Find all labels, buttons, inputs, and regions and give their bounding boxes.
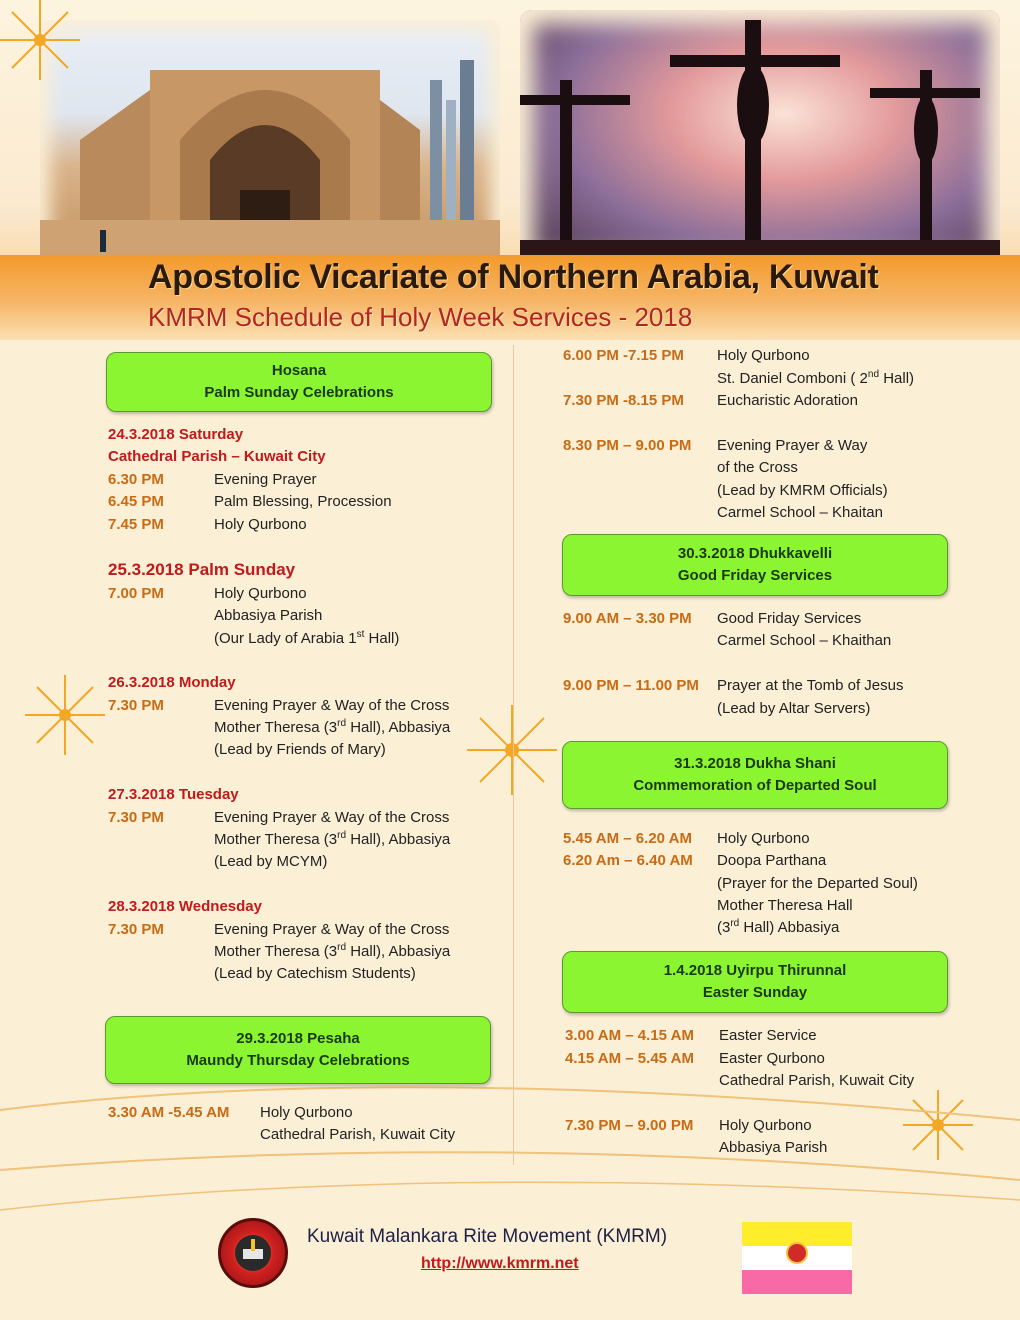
time-label: 9.00 PM – 11.00 PM (563, 677, 699, 694)
text-part: (Our Lady of Arabia 1 (214, 630, 357, 647)
event-label: Eucharistic Adoration (717, 392, 858, 409)
place-heading: Cathedral Parish – Kuwait City (108, 448, 326, 465)
event-label: (Prayer for the Departed Soul) (717, 875, 918, 892)
event-label: Carmel School – Khaitan (717, 504, 883, 521)
good-friday-header-box (562, 534, 948, 596)
box-line: 31.3.2018 Dukha Shani (674, 755, 836, 772)
easter-header-box (562, 951, 948, 1013)
text-part: (3 (717, 919, 731, 936)
time-label: 9.00 AM – 3.30 PM (563, 610, 692, 627)
time-label: 3.30 AM -5.45 AM (108, 1104, 230, 1121)
event-label: Holy Qurbono (214, 516, 307, 533)
event-label: Evening Prayer & Way of the Cross (214, 809, 450, 826)
text-part: Hall) (364, 630, 400, 647)
time-label: 6.45 PM (108, 493, 164, 510)
box-line: Maundy Thursday Celebrations (186, 1052, 410, 1069)
text-part: Mother Theresa (3 (214, 719, 338, 736)
flag-pink-stripe (742, 1270, 852, 1294)
text-part: Mother Theresa (3 (214, 831, 338, 848)
event-label: Holy Qurbono (717, 830, 810, 847)
three-crosses-illustration (520, 10, 1000, 270)
page-subtitle: KMRM Schedule of Holy Week Services - 2018 (148, 302, 693, 332)
text-part: Hall) (879, 370, 915, 387)
event-label: (Lead by MCYM) (214, 853, 328, 870)
event-label: Good Friday Services (717, 610, 862, 627)
sparkle-icon (0, 0, 90, 90)
event-label: Evening Prayer & Way (717, 437, 868, 454)
event-label (717, 917, 839, 939)
flag-white-stripe (742, 1246, 852, 1270)
event-label (214, 717, 450, 739)
event-label: Prayer at the Tomb of Jesus (717, 677, 904, 694)
event-label: Cathedral Parish, Kuwait City (719, 1072, 915, 1089)
event-label: of the Cross (717, 459, 798, 476)
date-heading: 25.3.2018 Palm Sunday (108, 560, 296, 579)
text-part: Hall), Abbasiya (346, 719, 451, 736)
page-title: Apostolic Vicariate of Northern Arabia, Kuwait (148, 258, 879, 296)
time-label: 7.30 PM (108, 921, 164, 938)
website-link[interactable]: http://www.kmrm.net (421, 1255, 579, 1272)
date-heading: 24.3.2018 Saturday (108, 426, 244, 443)
organization-name: Kuwait Malankara Rite Movement (KMRM) (307, 1226, 668, 1247)
text-part: St. Daniel Comboni ( 2 (717, 370, 868, 387)
date-heading: 26.3.2018 Monday (108, 674, 236, 691)
event-label: Holy Qurbono (260, 1104, 353, 1121)
event-label (717, 368, 914, 390)
superscript: rd (337, 942, 347, 953)
event-label: Doopa Parthana (717, 852, 827, 869)
box-line: 30.3.2018 Dhukkavelli (677, 545, 833, 562)
time-label: 6.00 PM -7.15 PM (563, 347, 684, 364)
superscript: st (356, 629, 365, 640)
time-label: 7.45 PM (108, 516, 164, 533)
event-label: Evening Prayer & Way of the Cross (214, 921, 450, 938)
superscript: rd (337, 830, 347, 841)
dukha-shani-header-box (562, 741, 948, 809)
kmrm-flag (742, 1222, 852, 1294)
event-label: (Lead by Catechism Students) (214, 965, 416, 982)
time-label: 3.00 AM – 4.15 AM (565, 1027, 694, 1044)
pesaha-header-box (105, 1016, 491, 1084)
column-divider (513, 345, 514, 1165)
event-label: Holy Qurbono (719, 1117, 812, 1134)
time-label: 7.30 PM (108, 697, 164, 714)
box-line: Easter Sunday (702, 984, 808, 1001)
time-label: 7.30 PM – 9.00 PM (565, 1117, 694, 1134)
box-line: Good Friday Services (677, 567, 833, 584)
kmrm-logo (218, 1218, 288, 1288)
time-label: 7.30 PM -8.15 PM (563, 392, 684, 409)
time-label: 7.30 PM (108, 809, 164, 826)
box-line: 29.3.2018 Pesaha (236, 1030, 360, 1047)
date-heading: 28.3.2018 Wednesday (108, 898, 262, 915)
superscript: rd (337, 718, 347, 729)
hosana-header-box (106, 352, 492, 412)
text-part: Hall), Abbasiya (346, 943, 451, 960)
event-label: Holy Qurbono (214, 585, 307, 602)
event-label: Carmel School – Khaithan (717, 632, 892, 649)
superscript: rd (730, 918, 740, 929)
event-label (214, 628, 399, 650)
superscript: nd (867, 369, 880, 380)
event-label: Easter Service (719, 1027, 817, 1044)
text-part: Mother Theresa (3 (214, 943, 338, 960)
flag-emblem-icon (786, 1242, 808, 1264)
church-illustration (40, 20, 500, 255)
event-label: Holy Qurbono (717, 347, 810, 364)
event-label: Evening Prayer & Way of the Cross (214, 697, 450, 714)
sparkle-icon (462, 700, 562, 800)
time-label: 6.20 Am – 6.40 AM (563, 852, 693, 869)
sparkle-icon (20, 670, 110, 760)
kmrm-emblem-icon (221, 1221, 285, 1285)
event-label: Palm Blessing, Procession (214, 493, 392, 510)
time-label: 4.15 AM – 5.45 AM (565, 1050, 694, 1067)
text-part: Hall) Abbasiya (739, 919, 840, 936)
event-label: Mother Theresa Hall (717, 897, 853, 914)
event-label (214, 941, 450, 963)
box-line: Hosana (271, 362, 327, 379)
event-label: Cathedral Parish, Kuwait City (260, 1126, 456, 1143)
text-part: Hall), Abbasiya (346, 831, 451, 848)
time-label: 8.30 PM – 9.00 PM (563, 437, 692, 454)
event-label: Easter Qurbono (719, 1050, 825, 1067)
crucifixion-photo (520, 10, 1000, 270)
event-label: Abbasiya Parish (214, 607, 323, 624)
date-heading: 27.3.2018 Tuesday (108, 786, 239, 803)
header-banner (0, 0, 1020, 340)
church-photo (40, 20, 500, 255)
time-label: 5.45 AM – 6.20 AM (563, 830, 692, 847)
box-line: Palm Sunday Celebrations (204, 384, 394, 401)
event-label: (Lead by Altar Servers) (717, 700, 871, 717)
event-label (214, 829, 450, 851)
event-label: Evening Prayer (214, 471, 317, 488)
time-label: 7.00 PM (108, 585, 164, 602)
event-label: (Lead by Friends of Mary) (214, 741, 386, 758)
event-label: (Lead by KMRM Officials) (717, 482, 888, 499)
box-line: Commemoration of Departed Soul (633, 777, 877, 794)
time-label: 6.30 PM (108, 471, 164, 488)
box-line: 1.4.2018 Uyirpu Thirunnal (663, 962, 847, 979)
event-label: Abbasiya Parish (719, 1139, 828, 1156)
